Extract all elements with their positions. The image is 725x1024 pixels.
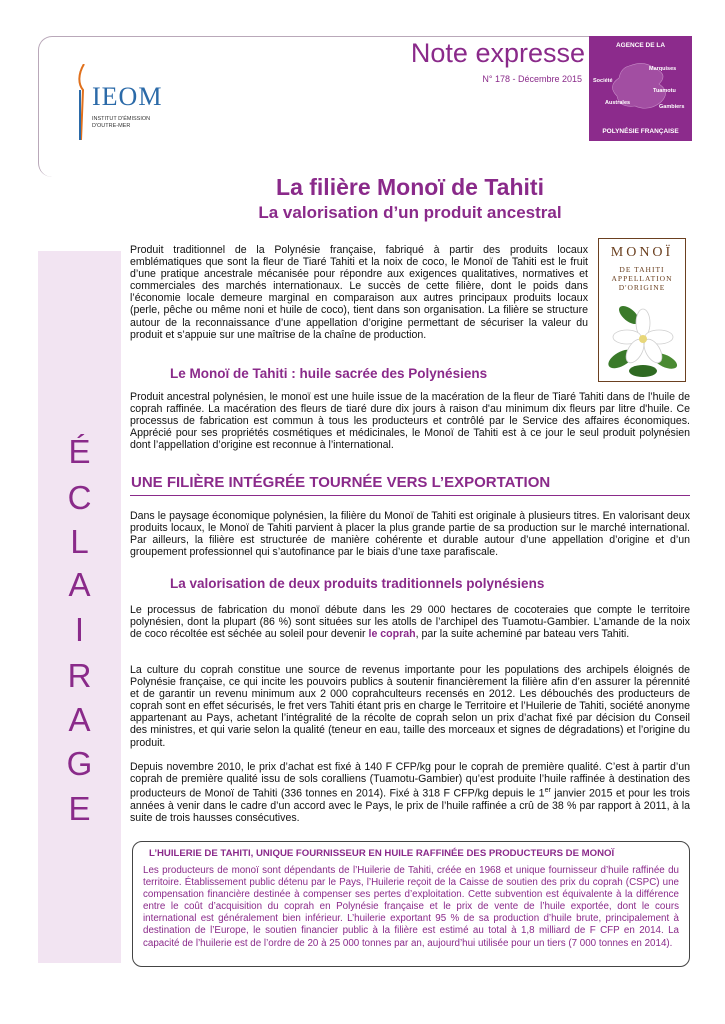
section3-p1-text: Le processus de fabrication du monoï débute dans les 29 000 hectares de cocoteraies que compte le territoire polynésien, dont la plupart (86 %) sont situées sur les atolls de l’archipel des Tuamotu-Gambier. L’amande de la noix de coco récoltée est séchée au soleil pour devenir xyxy=(130,604,690,641)
sidebar-letter: E xyxy=(68,790,91,827)
monoi-label-image xyxy=(598,238,686,382)
sidebar-eclairage xyxy=(38,251,121,963)
sidebar-letter: I xyxy=(74,611,85,648)
sidebar-letter: R xyxy=(67,657,92,694)
page-subtitle: La valorisation d’un produit ancestral xyxy=(258,203,562,222)
section3-paragraph1 xyxy=(130,604,690,640)
section3-p3-text-end: janvier 2015 et pour les trois années à venir dans le cadre d’un accord avec le Pays, le prix de l’huile raffinée a crû de 38 % par rapport à 2011, à la suite de trois hausses consécutives. xyxy=(130,787,690,824)
monoi-label-lines xyxy=(599,265,685,292)
sidebar-letter: A xyxy=(68,566,91,603)
monoi-label-line2: DE TAHITI xyxy=(619,265,665,274)
monoi-label-line4: D'ORIGINE xyxy=(618,283,666,292)
section2-rule xyxy=(130,495,690,496)
section3-p1-text-end: , par la suite acheminé par bateau vers Tahiti. xyxy=(415,628,630,641)
intro-paragraph: Produit traditionnel de la Polynésie française, fabriqué à partir des produits locaux emblématiques que sont la fleur de Tiaré Tahiti et la noix de coco, le Monoï de Tahiti est le fruit d’une pratique ancestrale mécanisée pour répondre aux exigences qualitatives, normatives et commerciales des marchés internationaux. Le succès de cette filière, dont le poids dans l’économie locale demeure marginal en comparaison aux autres principaux produits locaux (perle, pêche ou même noni et huile de coco), tient dans son organisation. La filière se structure autour de la reconnaissance d’une appellation d’origine permettant de sécuriser la valeur du produit et s’appuie sur une maîtrise de la chaîne de production. xyxy=(130,244,588,341)
section3-p3-text: Depuis novembre 2010, le prix d’achat est fixé à 140 F CFP/kg pour le coprah de première qualité. C’est à partir d’un coprah de première qualité issu de sols coralliens (Tuamotu-Gambier) qu’est produite l’huile raffinée à destination des producteurs de Monoï de Tahiti (336 tonnes en 2014). Fixé à 318 F CFP/kg depuis le 1 xyxy=(130,761,690,800)
sidebar-letter: G xyxy=(66,745,93,782)
section1-paragraph: Produit ancestral polynésien, le monoï est une huile issue de la macération de la fleur de Tiaré Tahiti dans de l’huile de coprah raffinée. La macération des fleurs de tiaré dure dix jours à raison d'au minimum dix fleurs par litre d'huile. Ce processus de fabrication est commun à tous les producteurs et contrôlé par le Service des affaires économiques. Apprécié pour ses propriétés cosmétiques et médicinales, le Monoï de Tahiti est à ce jour le seul produit polynésien dont l’appellation d’origine est reconnue à l’international. xyxy=(130,391,690,452)
sidebar-letter: C xyxy=(67,479,92,516)
info-box-text: Les producteurs de monoï sont dépendants de l’Huilerie de Tahiti, créée en 1968 et unique fournisseur d’huile raffinée du territoire. Établissement public détenu par le Pays, l’Huilerie reçoit de la Caisse de soutien des prix du coprah (CSPC) une compensation financière destinée à compenser ses pertes d’exploitation. Cette subvention est équivalente à la différence entre le coût d’acquisition du coprah en Polynésie française et le prix de vente de l’huile exportée, dont le cours international est généralement bien inférieur. L’huilerie exportant 95 % de sa production d’huile brute, principalement à destination de l’Europe, le soutien financier public à la filière est estimé au total à 1,8 milliard de F CFP en 2014. La capacité de l’huilerie est de l’ordre de 20 à 25 000 tonnes par an, aujourd’hui utilisée pour un tiers (7 000 tonnes en 2014). xyxy=(143,865,679,949)
info-box-title: L’HUILERIE DE TAHITI, UNIQUE FOURNISSEUR EN HUILE RAFFINÉE DES PRODUCTEURS DE MONOÏ xyxy=(149,848,615,859)
logo-mark-icon xyxy=(76,64,88,140)
sidebar-letter: É xyxy=(68,433,91,470)
section3-paragraph3 xyxy=(130,761,690,824)
note-number: N° 178 - Décembre 2015 xyxy=(482,74,582,84)
sidebar-letter: A xyxy=(68,701,91,738)
info-box xyxy=(132,841,690,967)
coprah-highlight: le coprah xyxy=(368,628,416,641)
island-label: Marquises xyxy=(649,66,677,72)
logo-subtitle: INSTITUT D'ÉMISSION D'OUTRE-MER xyxy=(92,116,151,129)
island-label: Gambiers xyxy=(659,104,685,110)
island-label: Australes xyxy=(605,100,631,106)
section3-heading: La valorisation de deux produits traditionnels polynésiens xyxy=(170,576,545,591)
monoi-label-line1: MONOÏ xyxy=(610,245,674,260)
section1-heading: Le Monoï de Tahiti : huile sacrée des Polynésiens xyxy=(170,366,488,381)
superscript-er: er xyxy=(544,787,551,795)
page-title: La filière Monoï de Tahiti xyxy=(276,174,544,200)
agency-title: AGENCE DE LA xyxy=(615,42,666,49)
section2-paragraph: Dans le paysage économique polynésien, la filière du Monoï de Tahiti est originale à plusieurs titres. En valorisant deux produits locaux, le Monoï de Tahiti parvient à placer la plus grande partie de sa production sur le marché international. Par ailleurs, la filière est structurée de manière cohérente et durable autour d’une appellation d’origine et d’un groupement professionnel qui s’autofinance par le biais d’une taxe parafiscale. xyxy=(130,510,690,559)
section2-heading: UNE FILIÈRE INTÉGRÉE TOURNÉE VERS L’EXPORTATION xyxy=(131,474,551,491)
island-label: Société xyxy=(593,78,613,84)
agency-footer: POLYNÉSIE FRANÇAISE xyxy=(602,128,679,135)
section3-paragraph2: La culture du coprah constitue une source de revenus importante pour les populations des archipels éloignés de Polynésie française, ce qui incite les pouvoirs publics à soutenir financièrement la filière afin d’en assurer la pérennité et de garantir un revenu minimum aux 2 000 coprahculteurs recensés en 2012. Les débouchés des producteurs de coprah sont en effet sécurisés, le fret vers Tahiti étant pris en charge le Territoire et l’Huilerie de Tahiti, société anonyme appartenant au Pays, achetant l’intégralité de la récolte de coprah selon un prix d’achat fixé par décision du Conseil des ministres, et qui varie selon la qualité (teneur en eau, taille des morceaux et signes de dégradations) et l’origine du produit. xyxy=(130,664,690,749)
logo-text: IEOM xyxy=(92,82,163,111)
agency-badge xyxy=(589,36,692,141)
island-label: Tuamotu xyxy=(653,88,676,94)
ieom-logo xyxy=(70,62,163,142)
tiare-flower-icon xyxy=(607,301,679,379)
sidebar-letter: L xyxy=(70,523,89,560)
monoi-label-line3: APPELLATION xyxy=(611,274,673,283)
note-title: Note expresse xyxy=(410,38,585,68)
